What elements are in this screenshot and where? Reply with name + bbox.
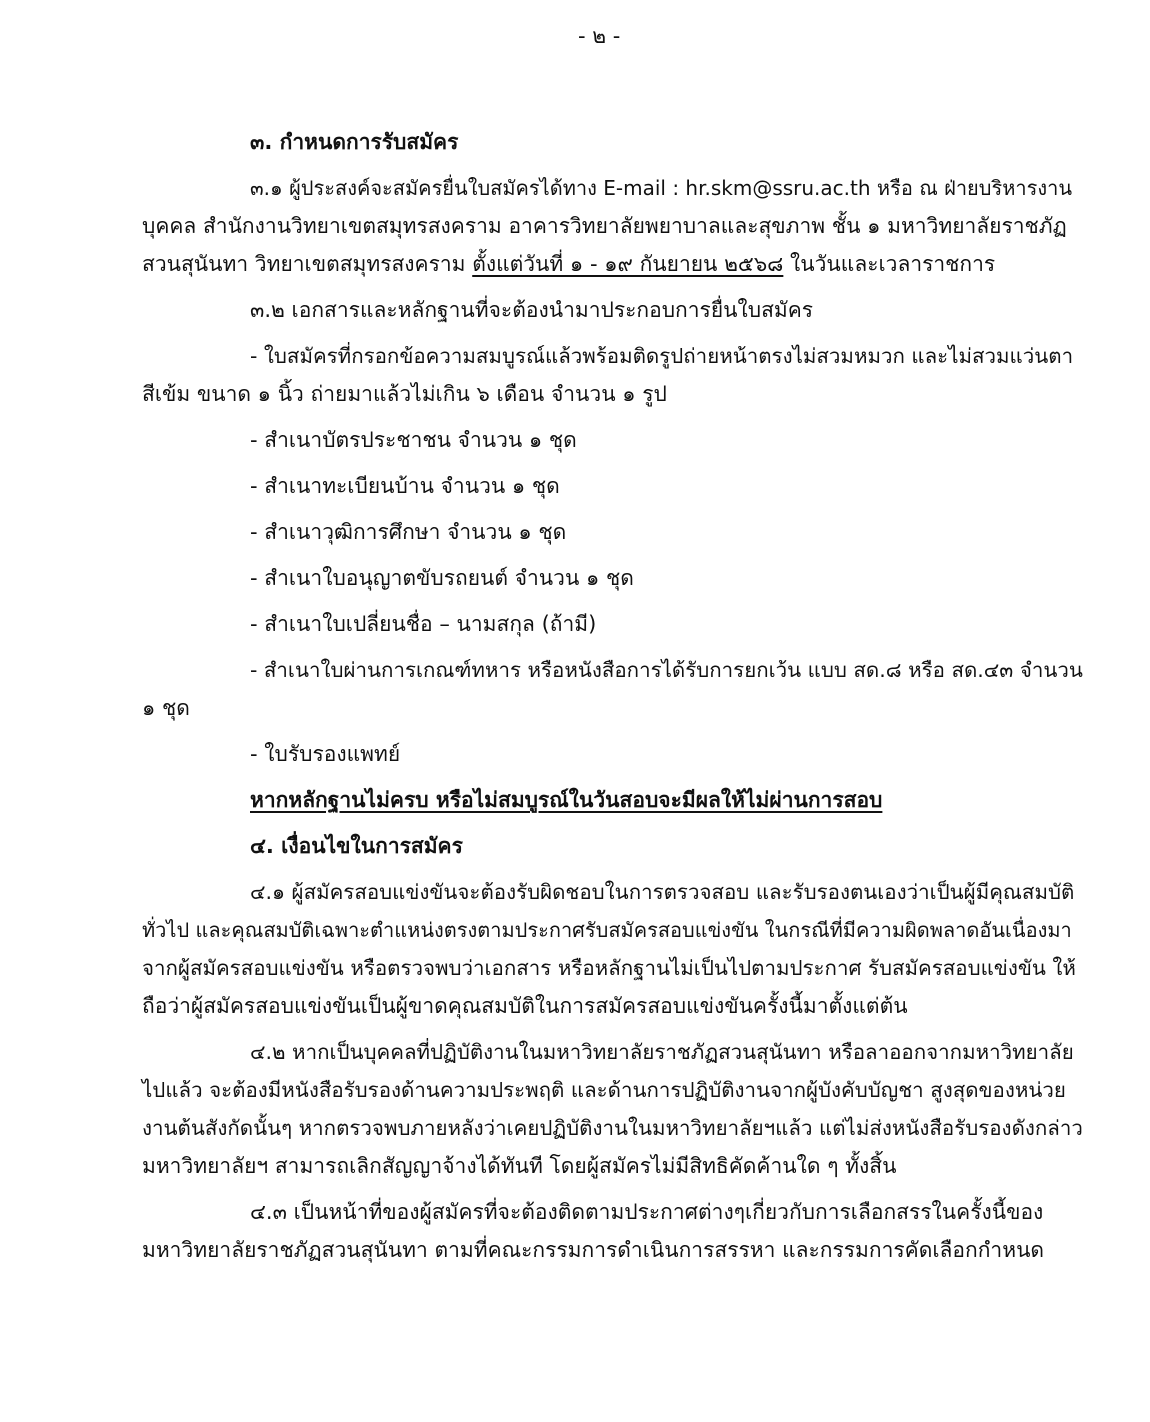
section-4-heading: ๔. เงื่อนไขในการสมัคร bbox=[250, 834, 463, 858]
s3-2-heading: ๓.๒ เอกสารและหลักฐานที่จะต้องนำมาประกอบการยื่นใบสมัคร bbox=[250, 298, 814, 322]
item-medical-certificate: - ใบรับรองแพทย์ bbox=[250, 742, 401, 766]
s4-1-line-3: จากผู้สมัครสอบแข่งขัน หรือตรวจพบว่าเอกสาร หรือหลักฐานไม่เป็นไปตามประกาศ รับสมัครสอบแข่งขัน ให้ bbox=[142, 956, 1076, 980]
warning-note: หากหลักฐานไม่ครบ หรือไม่สมบูรณ์ในวันสอบจะมีผลให้ไม่ผ่านการสอบ bbox=[250, 788, 883, 812]
s4-1-line-2: ทั่วไป และคุณสมบัติเฉพาะตำแหน่งตรงตามประกาศรับสมัครสอบแข่งขัน ในกรณีที่มีความผิดพลาดอันเนื่องมา bbox=[142, 918, 1072, 942]
section-3-heading: ๓. กำหนดการรับสมัคร bbox=[250, 130, 459, 154]
item-application-photo-line-1: - ใบสมัครที่กรอกข้อความสมบูรณ์แล้วพร้อมติดรูปถ่ายหน้าตรงไม่สวมหมวก และไม่สวมแว่นตา bbox=[250, 344, 1074, 368]
item-application-photo-line-2: สีเข้ม ขนาด ๑ นิ้ว ถ่ายมาแล้วไม่เกิน ๖ เดือน จำนวน ๑ รูป bbox=[142, 382, 667, 406]
item-military-line-2: ๑ ชุด bbox=[142, 696, 190, 720]
s4-2-line-2: ไปแล้ว จะต้องมีหนังสือรับรองด้านความประพฤติ และด้านการปฏิบัติงานจากผู้บังคับบัญชา สูงสุดของหน่วย bbox=[142, 1078, 1066, 1102]
s4-1-line-4: ถือว่าผู้สมัครสอบแข่งขันเป็นผู้ขาดคุณสมบัติในการสมัครสอบแข่งขันครั้งนี้มาตั้งแต่ต้น bbox=[142, 994, 908, 1018]
item-driver-license: - สำเนาใบอนุญาตขับรถยนต์ จำนวน ๑ ชุด bbox=[250, 566, 634, 590]
s3-1-line-1: ๓.๑ ผู้ประสงค์จะสมัครยื่นใบสมัครได้ทาง E-mail : hr.skm@ssru.ac.th หรือ ณ ฝ่ายบริหารงาน bbox=[250, 176, 1073, 200]
s4-2-line-4: มหาวิทยาลัยฯ สามารถเลิกสัญญาจ้างได้ทันที โดยผู้สมัครไม่มีสิทธิคัดค้านใด ๆ ทั้งสิ้น bbox=[142, 1154, 897, 1178]
s3-1-line-3-end: ในวันและเวลาราชการ bbox=[783, 252, 996, 276]
item-education: - สำเนาวุฒิการศึกษา จำนวน ๑ ชุด bbox=[250, 520, 567, 544]
item-name-change: - สำเนาใบเปลี่ยนชื่อ – นามสกุล (ถ้ามี) bbox=[250, 612, 597, 636]
s4-1-line-1: ๔.๑ ผู้สมัครสอบแข่งขันจะต้องรับผิดชอบในการตรวจสอบ และรับรองตนเองว่าเป็นผู้มีคุณสมบัติ bbox=[250, 880, 1075, 904]
item-military-line-1: - สำเนาใบผ่านการเกณฑ์ทหาร หรือหนังสือการได้รับการยกเว้น แบบ สด.๘ หรือ สด.๔๓ จำนวน bbox=[250, 658, 1083, 682]
item-house-registration: - สำเนาทะเบียนบ้าน จำนวน ๑ ชุด bbox=[250, 474, 560, 498]
page-number: - ๒ - bbox=[578, 24, 621, 48]
s3-1-line-3 bbox=[142, 250, 995, 278]
application-period: ตั้งแต่วันที่ ๑ - ๑๙ กันยายน ๒๕๖๘ bbox=[472, 252, 784, 276]
item-id-card: - สำเนาบัตรประชาชน จำนวน ๑ ชุด bbox=[250, 428, 577, 452]
s4-2-line-1: ๔.๒ หากเป็นบุคคลที่ปฏิบัติงานในมหาวิทยาลัยราชภัฏสวนสุนันทา หรือลาออกจากมหาวิทยาลัย bbox=[250, 1040, 1074, 1064]
s3-1-line-2: บุคคล สำนักงานวิทยาเขตสมุทรสงคราม อาคารวิทยาลัยพยาบาลและสุขภาพ ชั้น ๑ มหาวิทยาลัยราชภัฏ bbox=[142, 214, 1067, 238]
s3-1-line-3-start: สวนสุนันทา วิทยาเขตสมุทรสงคราม bbox=[142, 252, 473, 276]
s4-2-line-3: งานต้นสังกัดนั้นๆ หากตรวจพบภายหลังว่าเคยปฏิบัติงานในมหาวิทยาลัยฯแล้ว แต่ไม่ส่งหนังสือรับรองดังกล่าว bbox=[142, 1116, 1083, 1140]
s4-3-line-1: ๔.๓ เป็นหน้าที่ของผู้สมัครที่จะต้องติดตามประกาศต่างๆเกี่ยวกับการเลือกสรรในครั้งนี้ของ bbox=[250, 1200, 1044, 1224]
s4-3-line-2: มหาวิทยาลัยราชภัฏสวนสุนันทา ตามที่คณะกรรมการดำเนินการสรรหา และกรรมการคัดเลือกกำหนด bbox=[142, 1238, 1045, 1262]
